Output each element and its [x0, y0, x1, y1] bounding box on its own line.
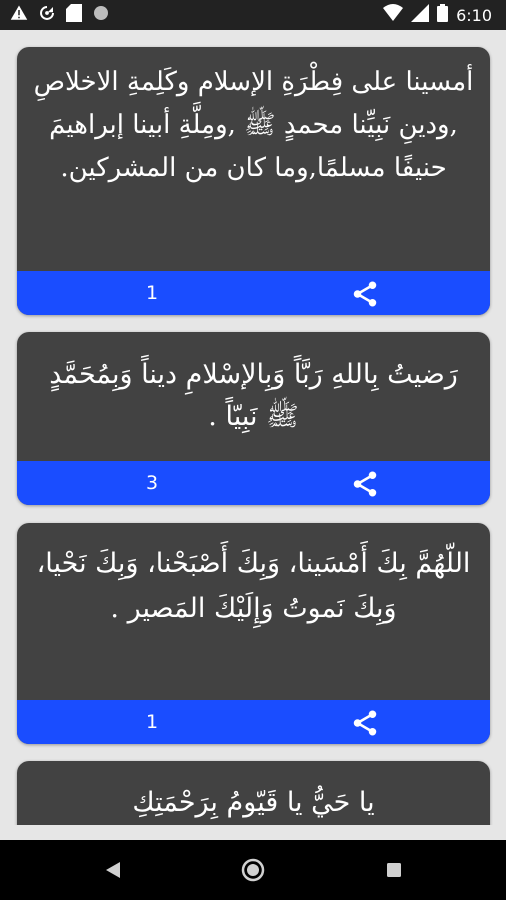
navigation-bar	[0, 840, 506, 900]
home-icon[interactable]	[241, 858, 265, 886]
zikr-text: اللّهُمَّ بِكَ أَمْسَينا، وَبِكَ أَصْبَحْنا، وَبِكَ نَحْيا، وَبِكَ نَموتُ وَإِلَيْكَ المَصير .	[36, 548, 471, 624]
zikr-text: أمسينا على فِطْرَةِ الإسلام وكَلِمةِ الاخلاصِ ,ودينِ نَبِيِّنا محمدٍ ﷺ ,ومِلَّةِ أبينا إبراهيمَ حنيفًا مسلمًا,وما كان من المشركين.	[33, 67, 474, 183]
repeat-counter[interactable]: 1	[145, 282, 159, 304]
status-bar	[0, 0, 506, 30]
card-action-bar	[17, 271, 490, 315]
zikr-text: يا حَيُّ يا قَيّومُ بِرَحْمَتِكِ	[132, 787, 375, 818]
circle-icon	[92, 4, 110, 26]
card-action-bar	[17, 461, 490, 505]
battery-icon	[437, 4, 448, 26]
zikr-card	[17, 523, 490, 744]
sd-card-icon	[66, 4, 82, 26]
zikr-text: رَضيتُ بِاللهِ رَبَّاً وَبِالإسْلامِ ديناً وَبِمُحَمَّدٍ ﷺ نَبِيّاً .	[49, 359, 458, 432]
recents-icon[interactable]	[386, 862, 402, 882]
share-icon[interactable]	[350, 708, 380, 738]
sync-icon	[38, 4, 56, 26]
wifi-icon	[383, 4, 403, 26]
zikr-card	[17, 761, 490, 825]
clock: 6:10	[456, 5, 492, 25]
zikr-card	[17, 47, 490, 315]
back-icon[interactable]	[104, 860, 122, 884]
repeat-counter[interactable]: 1	[145, 711, 159, 733]
warning-icon	[10, 4, 28, 26]
share-icon[interactable]	[350, 469, 380, 499]
zikr-card	[17, 332, 490, 505]
card-action-bar	[17, 700, 490, 744]
repeat-counter[interactable]: 3	[145, 472, 159, 494]
azkar-list[interactable]	[0, 30, 506, 825]
cellular-icon	[411, 4, 429, 26]
share-icon[interactable]	[350, 279, 380, 309]
